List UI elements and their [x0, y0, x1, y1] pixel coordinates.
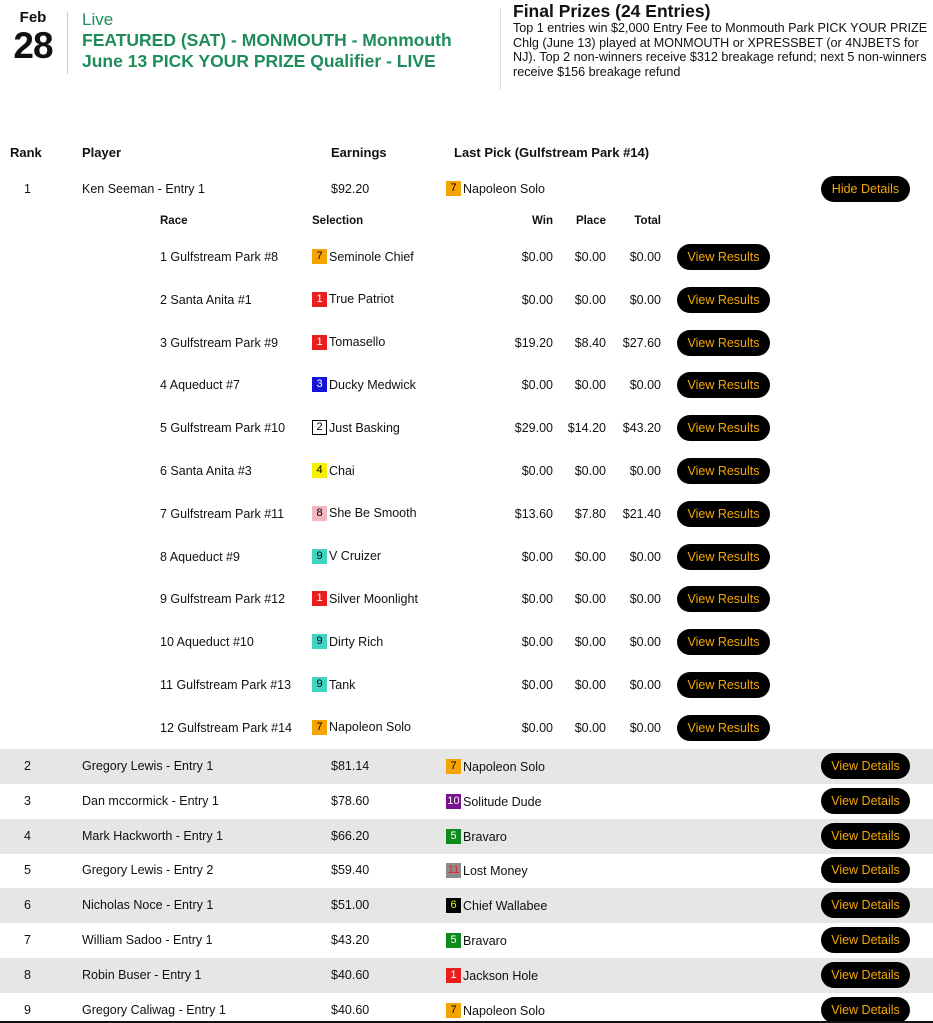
program-number-badge: 7 [446, 181, 461, 196]
race-label: 4 Aqueduct #7 [160, 378, 240, 393]
total-amount: $0.00 [629, 678, 661, 692]
program-number-badge: 9 [312, 677, 327, 692]
earnings: $40.60 [331, 968, 370, 982]
last-pick [446, 968, 538, 983]
detail-total-header: Total [634, 215, 661, 227]
race-selection [312, 292, 394, 307]
program-number-badge: 10 [447, 795, 460, 807]
race-label: 11 Gulfstream Park #13 [160, 678, 292, 692]
horse-name: True Patriot [329, 292, 394, 307]
race-selection [312, 506, 417, 521]
race-detail-row [0, 628, 933, 656]
race-detail-row [0, 585, 933, 613]
horse-name: Bravaro [463, 933, 507, 948]
race-detail-row [0, 543, 933, 571]
horse-name: Tomasello [329, 335, 386, 350]
program-number-badge: 6 [446, 898, 461, 913]
player-name: Gregory Lewis - Entry 1 [82, 759, 214, 773]
horse-name: Napoleon Solo [329, 720, 412, 735]
last-pick [446, 759, 545, 774]
col-earnings-header: Earnings [331, 145, 387, 160]
program-number-badge: 4 [312, 463, 327, 478]
place-amount: $0.00 [574, 250, 606, 264]
view-results-button[interactable]: View Results [677, 458, 770, 484]
leaderboard-row [0, 749, 933, 784]
hide-details-button[interactable]: Hide Details [821, 176, 910, 202]
detail-win-header: Win [532, 215, 553, 227]
last-pick [446, 181, 545, 196]
earnings: $43.20 [331, 933, 370, 947]
player-name: Gregory Lewis - Entry 2 [82, 863, 214, 877]
program-number-badge: 1 [312, 292, 327, 307]
earnings: $51.00 [331, 898, 370, 912]
leaderboard-row [0, 819, 933, 854]
race-selection [312, 463, 355, 478]
total-amount: $0.00 [629, 464, 661, 478]
place-amount: $7.80 [574, 506, 606, 521]
race-label: 12 Gulfstream Park #14 [160, 720, 293, 735]
horse-name: Dirty Rich [329, 634, 384, 649]
win-amount: $0.00 [521, 549, 553, 564]
race-selection [312, 549, 381, 564]
divider [500, 8, 501, 90]
col-player-header: Player [82, 145, 122, 160]
place-amount: $0.00 [574, 549, 606, 564]
race-label: 10 Aqueduct #10 [160, 635, 254, 650]
divider [67, 12, 68, 74]
horse-name: Chai [329, 463, 355, 478]
player-name: Gregory Caliwag - Entry 1 [82, 1003, 226, 1017]
rank: 4 [24, 829, 31, 843]
win-amount: $19.20 [514, 335, 553, 350]
view-results-button[interactable]: View Results [677, 415, 770, 441]
view-results-button[interactable]: View Results [677, 372, 770, 398]
race-label: 5 Gulfstream Park #10 [160, 421, 286, 436]
race-label: 9 Gulfstream Park #12 [160, 592, 286, 607]
place-amount: $0.00 [574, 292, 606, 307]
horse-name: Chief Wallabee [463, 898, 548, 913]
player-name: Robin Buser - Entry 1 [82, 968, 202, 982]
horse-name: V Cruizer [329, 549, 382, 564]
rank: 6 [24, 898, 31, 912]
view-details-button[interactable]: View Details [821, 753, 910, 779]
event-status: Live [82, 10, 114, 29]
race-detail-row [0, 671, 933, 699]
event-header [82, 10, 492, 72]
view-details-button[interactable]: View Details [821, 997, 910, 1023]
leaderboard-row [0, 958, 933, 993]
leaderboard-row [0, 853, 933, 888]
total-amount: $0.00 [629, 635, 661, 650]
view-results-button[interactable]: View Results [677, 586, 770, 612]
win-amount: $0.00 [521, 292, 553, 307]
rank: 1 [24, 182, 31, 196]
race-selection [312, 677, 355, 692]
place-amount: $0.00 [574, 464, 606, 478]
rank: 3 [24, 794, 31, 808]
leaderboard-row [0, 923, 933, 958]
program-number-badge: 7 [446, 1003, 461, 1018]
last-pick [446, 898, 547, 913]
horse-name: Jackson Hole [463, 968, 539, 983]
program-number-badge: 9 [312, 549, 327, 564]
program-number-badge: 3 [312, 377, 327, 392]
last-pick [446, 829, 507, 844]
rank: 9 [24, 1003, 31, 1017]
view-details-button[interactable]: View Details [821, 823, 910, 849]
event-date [8, 9, 58, 65]
place-amount: $8.40 [574, 335, 606, 350]
race-selection [312, 420, 400, 435]
place-amount: $0.00 [574, 635, 606, 650]
race-detail-row [0, 371, 933, 399]
program-number-badge: 5 [446, 933, 461, 948]
place-amount: $0.00 [574, 378, 606, 393]
total-amount: $0.00 [629, 549, 661, 564]
player-name: Ken Seeman - Entry 1 [82, 182, 205, 196]
leaderboard-row [0, 888, 933, 923]
last-pick [446, 794, 542, 809]
view-details-button[interactable]: View Details [821, 892, 910, 918]
program-number-badge: 1 [446, 968, 461, 983]
race-label: 6 Santa Anita #3 [160, 464, 252, 478]
total-amount: $43.20 [622, 421, 661, 436]
win-amount: $0.00 [521, 592, 553, 607]
event-title: FEATURED (SAT) - MONMOUTH - Monmouth June 13 PICK YOUR PRIZE Qualifier - LIVE [82, 30, 452, 71]
earnings: $59.40 [331, 863, 370, 877]
horse-name: Napoleon Solo [463, 181, 546, 196]
win-amount: $0.00 [521, 635, 553, 650]
player-name: Nicholas Noce - Entry 1 [82, 898, 214, 912]
total-amount: $0.00 [629, 592, 661, 607]
leaderboard-row [0, 175, 933, 203]
race-selection [312, 591, 418, 606]
horse-name: Silver Moonlight [329, 591, 418, 606]
prizes-panel [513, 1, 929, 79]
race-detail-row [0, 329, 933, 357]
program-number-badge: 7 [312, 720, 327, 735]
place-amount: $0.00 [574, 720, 606, 735]
win-amount: $0.00 [521, 464, 553, 478]
win-amount: $0.00 [521, 378, 553, 393]
date-day: 28 [13, 25, 53, 66]
race-selection [312, 634, 383, 649]
program-number-badge: 2 [312, 420, 327, 435]
program-number-badge: 9 [312, 634, 327, 649]
view-results-button[interactable]: View Results [677, 672, 770, 698]
last-pick [446, 933, 507, 948]
race-label: 2 Santa Anita #1 [160, 292, 252, 307]
last-pick [446, 863, 528, 878]
win-amount: $0.00 [521, 720, 553, 735]
rank: 5 [24, 863, 31, 877]
view-details-button[interactable]: View Details [821, 857, 910, 883]
program-number-badge: 7 [312, 249, 327, 264]
race-selection [312, 720, 411, 735]
col-last-pick-header: Last Pick (Gulfstream Park #14) [454, 145, 650, 160]
date-month: Feb [19, 9, 47, 26]
race-detail-row [0, 714, 933, 742]
total-amount: $0.00 [629, 292, 661, 307]
view-details-button[interactable]: View Details [821, 788, 910, 814]
view-results-button[interactable]: View Results [677, 244, 770, 270]
view-details-button[interactable]: View Details [821, 962, 910, 988]
detail-selection-header: Selection [312, 215, 364, 227]
total-amount: $0.00 [629, 378, 661, 393]
race-selection [312, 335, 385, 350]
program-number-badge: 1 [312, 335, 327, 350]
race-label: 8 Aqueduct #9 [160, 549, 240, 564]
prizes-title: Final Prizes (24 Entries) [513, 1, 711, 21]
earnings: $78.60 [331, 794, 370, 808]
detail-race-header: Race [160, 215, 188, 227]
rank: 8 [24, 968, 31, 982]
race-detail-row [0, 286, 933, 314]
horse-name: Seminole Chief [329, 249, 414, 264]
race-detail-row [0, 500, 933, 528]
race-detail-row [0, 457, 933, 485]
col-rank-header: Rank [10, 145, 42, 160]
view-results-button[interactable]: View Results [677, 501, 770, 527]
race-label: 1 Gulfstream Park #8 [160, 250, 279, 264]
total-amount: $0.00 [629, 720, 661, 735]
win-amount: $13.60 [514, 506, 553, 521]
total-amount: $21.40 [622, 506, 661, 521]
race-detail-row [0, 414, 933, 442]
place-amount: $0.00 [574, 592, 606, 607]
player-name: Dan mccormick - Entry 1 [82, 794, 219, 808]
program-number-badge: 1 [312, 591, 327, 606]
view-results-button[interactable]: View Results [677, 544, 770, 570]
detail-place-header: Place [575, 215, 606, 227]
prizes-description: Top 1 entries win $2,000 Entry Fee to Monmouth Park PICK YOUR PRIZE Chlg (June 13) played at MONMOUTH or XPRESSBET (or 4NJBETS for NJ). Top 2 non-winners receive $312 breakage refund; next 5 non-winners receive $156 breakage refund [513, 21, 928, 79]
earnings: $40.60 [331, 1003, 370, 1017]
last-pick [446, 1003, 545, 1018]
race-detail-row [0, 243, 933, 271]
rank: 2 [24, 759, 31, 773]
program-number-badge: 5 [446, 829, 461, 844]
program-number-badge: 8 [312, 506, 327, 521]
player-name: William Sadoo - Entry 1 [82, 933, 213, 947]
view-results-button[interactable]: View Results [677, 715, 770, 741]
horse-name: She Be Smooth [329, 506, 417, 521]
race-selection [312, 249, 414, 264]
program-number-badge: 11 [447, 864, 460, 876]
win-amount: $29.00 [514, 421, 553, 436]
view-results-button[interactable]: View Results [677, 287, 770, 313]
win-amount: $0.00 [521, 250, 553, 264]
horse-name: Bravaro [463, 829, 507, 844]
total-amount: $27.60 [622, 335, 661, 350]
view-results-button[interactable]: View Results [677, 629, 770, 655]
horse-name: Ducky Medwick [329, 377, 416, 392]
horse-name: Just Basking [329, 420, 400, 435]
leaderboard-row [0, 993, 933, 1021]
earnings: $66.20 [331, 829, 370, 843]
horse-name: Napoleon Solo [463, 759, 546, 774]
race-label: 3 Gulfstream Park #9 [160, 335, 279, 350]
horse-name: Napoleon Solo [463, 1003, 546, 1018]
leaderboard-row [0, 784, 933, 819]
race-label: 7 Gulfstream Park #11 [160, 506, 285, 521]
rank: 7 [24, 933, 31, 947]
race-selection [312, 377, 416, 392]
horse-name: Tank [329, 677, 356, 692]
view-results-button[interactable]: View Results [677, 330, 770, 356]
view-details-button[interactable]: View Details [821, 927, 910, 953]
win-amount: $0.00 [521, 678, 553, 692]
earnings: $92.20 [331, 182, 370, 196]
earnings: $81.14 [331, 759, 370, 773]
place-amount: $0.00 [574, 678, 606, 692]
horse-name: Solitude Dude [463, 794, 542, 809]
place-amount: $14.20 [567, 421, 606, 436]
horse-name: Lost Money [463, 863, 528, 878]
player-name: Mark Hackworth - Entry 1 [82, 829, 224, 843]
program-number-badge: 7 [446, 759, 461, 774]
total-amount: $0.00 [629, 250, 661, 264]
